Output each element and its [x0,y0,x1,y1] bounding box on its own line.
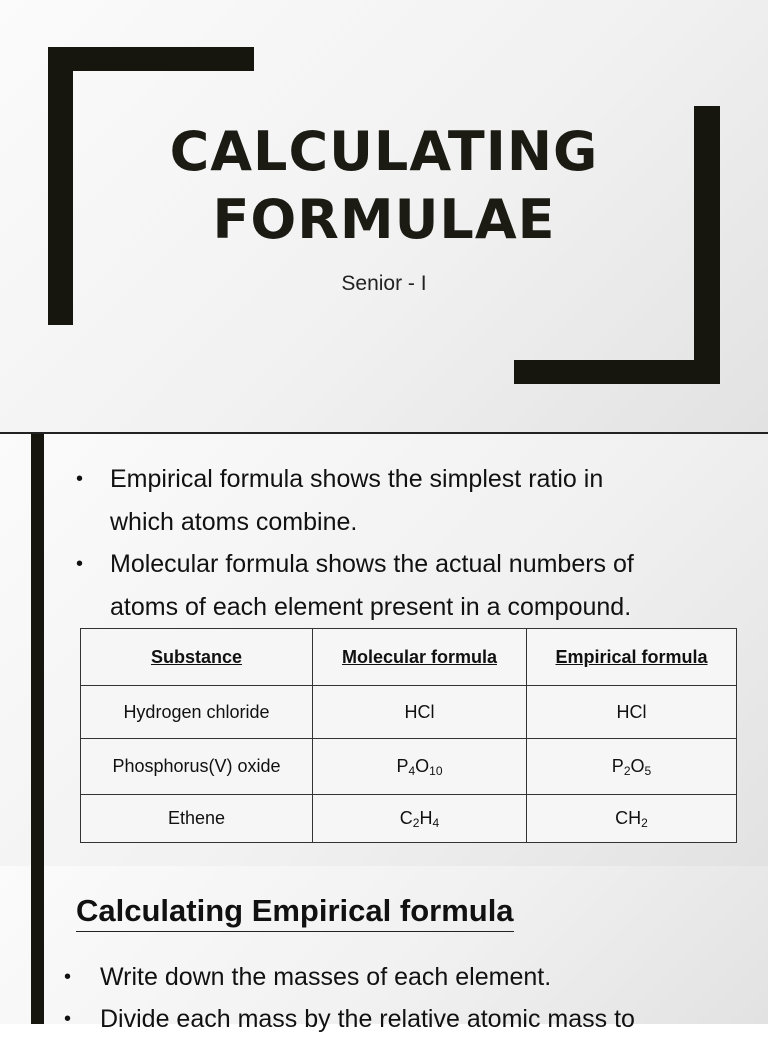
table-header-row [81,629,737,686]
cell-empirical-formula [527,739,737,795]
formula-subscript: 10 [429,764,443,778]
cell-molecular-formula: HCl [312,686,526,739]
formula-symbol: H [419,808,433,828]
header-substance: Substance [81,629,313,686]
method-step [64,998,744,1040]
cell-substance: Hydrogen chloride [81,686,313,739]
formula-subscript: 4 [432,816,440,830]
cell-substance: Phosphorus(V) oxide [81,739,313,795]
section-heading: Calculating Empirical formula [76,893,514,932]
formula-subscript: 2 [641,816,648,830]
title-line-1: CALCULATING [169,120,599,183]
method-step-text: Write down the masses of each element. [100,963,552,991]
formula-subscript: 4 [408,764,416,778]
table-row [81,795,737,843]
formula-subscript: 2 [623,764,631,778]
top-left-bracket-horizontal [48,47,254,71]
formula-symbol: O [630,756,645,776]
cell-molecular-formula [312,795,526,843]
slide-subtitle: Senior - I [341,272,427,295]
cell-empirical-formula: HCl [527,686,737,739]
formula-subscript: 2 [412,816,420,830]
bullet-dot: • [64,966,72,988]
title-slide [0,0,768,433]
method-step-text: Divide each mass by the relative atomic mass to [100,1005,635,1033]
bullet-dot: • [64,1008,72,1030]
left-accent-bar [31,434,44,866]
bullet-dot: • [76,468,84,490]
method-bullet-list [64,956,744,1040]
bullet-line: which atoms combine. [110,507,358,536]
slide-title [0,118,768,254]
formula-symbol: P [611,756,624,776]
cell-empirical-formula [527,795,737,843]
left-accent-bar [31,866,44,1024]
formula-symbol: CH [615,808,642,828]
cell-molecular-formula [312,739,526,795]
formula-symbol: O [415,756,430,776]
bullet-empirical-definition [76,458,716,543]
bottom-right-bracket-horizontal [514,360,720,384]
header-molecular-formula: Molecular formula [312,629,526,686]
bullet-line: atoms of each element present in a compound. [110,592,632,621]
bullet-dot: • [76,553,84,575]
formula-symbol: P [396,756,409,776]
table-row [81,686,737,739]
definition-bullet-list [76,458,716,628]
title-line-2: FORMULAE [212,188,556,251]
formula-symbol: C [399,808,413,828]
table-row [81,739,737,795]
bullet-line: Molecular formula shows the actual numbers of [110,550,634,578]
method-step [64,956,744,998]
formula-subscript: 5 [644,764,652,778]
bullet-molecular-definition [76,543,716,628]
cell-substance: Ethene [81,795,313,843]
header-empirical-formula: Empirical formula [527,629,737,686]
formula-table [80,628,737,843]
bullet-line: Empirical formula shows the simplest ratio in [110,465,604,493]
